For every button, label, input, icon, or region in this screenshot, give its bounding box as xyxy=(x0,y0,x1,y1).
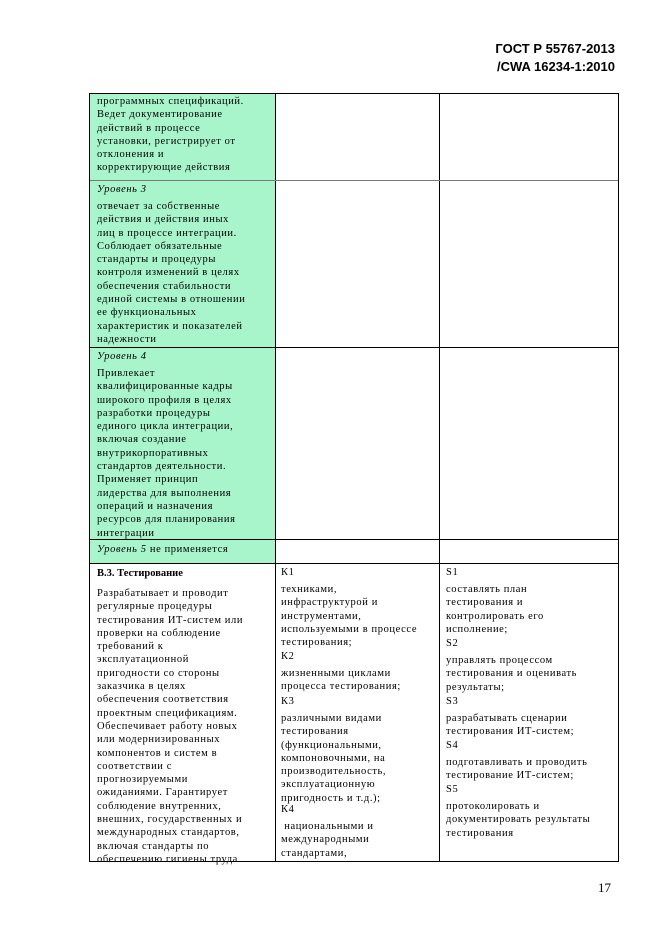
skill-s2-code: S2 xyxy=(446,638,459,649)
knowledge-k2-code: К2 xyxy=(281,651,295,662)
skill-s2-text: управлять процессом тестирования и оценивать результаты; xyxy=(446,655,578,693)
level2-description: программных спецификаций. Ведет документирование действий в процессе установки, регистрирует от отклонения и корректирующие действия xyxy=(97,96,244,174)
document-header xyxy=(495,40,615,76)
level3-title: Уровень 3 xyxy=(97,184,147,195)
row-divider-4 xyxy=(90,563,618,564)
knowledge-k3-code: К3 xyxy=(281,696,295,707)
level5-note xyxy=(97,543,228,556)
skill-s4-code: S4 xyxy=(446,740,459,751)
row-divider-2 xyxy=(90,347,618,348)
knowledge-k4-code: К4 xyxy=(281,804,295,815)
skill-s1-text: составлять план тестирования и контролировать его исполнение; xyxy=(446,584,544,635)
skill-s3-text: разрабатывать сценарии тестирования ИТ-систем; xyxy=(446,713,575,738)
knowledge-k1-text: техниками, инфраструктурой и инструментами, используемыми в процессе тестирования; xyxy=(281,584,418,649)
skill-s3-code: S3 xyxy=(446,696,459,707)
level4-description: Привлекает квалифицированные кадры широкого профиля в целях разработки процедуры единого цикла интеграции, включая создание внутрикорпоративных стандартов деятельности. Применяет принцип лидерства для выполнения операций и назначения ресурсов для планирования интеграции xyxy=(97,368,236,539)
knowledge-k3-text: различными видами тестирования (функциональными, компоновочными, на производительность, эксплуатационную пригодность и т.д.); xyxy=(281,713,387,804)
level4-title: Уровень 4 xyxy=(97,351,147,362)
knowledge-k1-code: К1 xyxy=(281,567,295,578)
section-title: В.3. Тестирование xyxy=(97,568,183,579)
standard-number: ГОСТ Р 55767-2013 xyxy=(495,41,615,56)
skill-s4-text: подготавливать и проводить тестирование ИТ-систем; xyxy=(446,757,588,782)
knowledge-k4-text: национальными и международными стандартами, xyxy=(281,821,374,859)
page-number: 17 xyxy=(598,880,611,895)
column-divider-2 xyxy=(439,94,440,861)
skill-s1-code: S1 xyxy=(446,567,459,578)
level5-title: Уровень 5 xyxy=(97,544,147,555)
knowledge-k2-text: жизненными циклами процесса тестирования; xyxy=(281,668,401,693)
skill-s5-code: S5 xyxy=(446,784,459,795)
row-divider-1 xyxy=(90,180,618,181)
skill-s5-text: протоколировать и документировать результаты тестирования xyxy=(446,801,591,839)
competence-table xyxy=(89,93,619,865)
testing-description: Разрабатывает и проводит регулярные процедуры тестирования ИТ-систем или проверки на соблюдение требований к эксплуатационной пригодности со стороны заказчика в целях обеспечения соответствия проектным спецификациям. Обеспечивает работу новых или модернизированных компонентов и систем в соответствии с прогнозируемыми ожиданиями. Гарантирует соблюдение внутренних, внешних, государственных и международных стандартов, включая стандарты по обеспечению гигиены труда xyxy=(97,588,244,865)
column-divider-1 xyxy=(275,94,276,861)
level3-description: отвечает за собственные действия и действия иных лиц в процессе интеграции. Соблюдает обязательные стандарты и процедуры контроля изменений в целях обеспечения стабильности единой системы в отношении ее функциональных характеристик и показателей надежности xyxy=(97,201,246,345)
standard-number-cwa: /CWA 16234-1:2010 xyxy=(496,59,615,74)
level5-suffix: не применяется xyxy=(146,544,229,555)
